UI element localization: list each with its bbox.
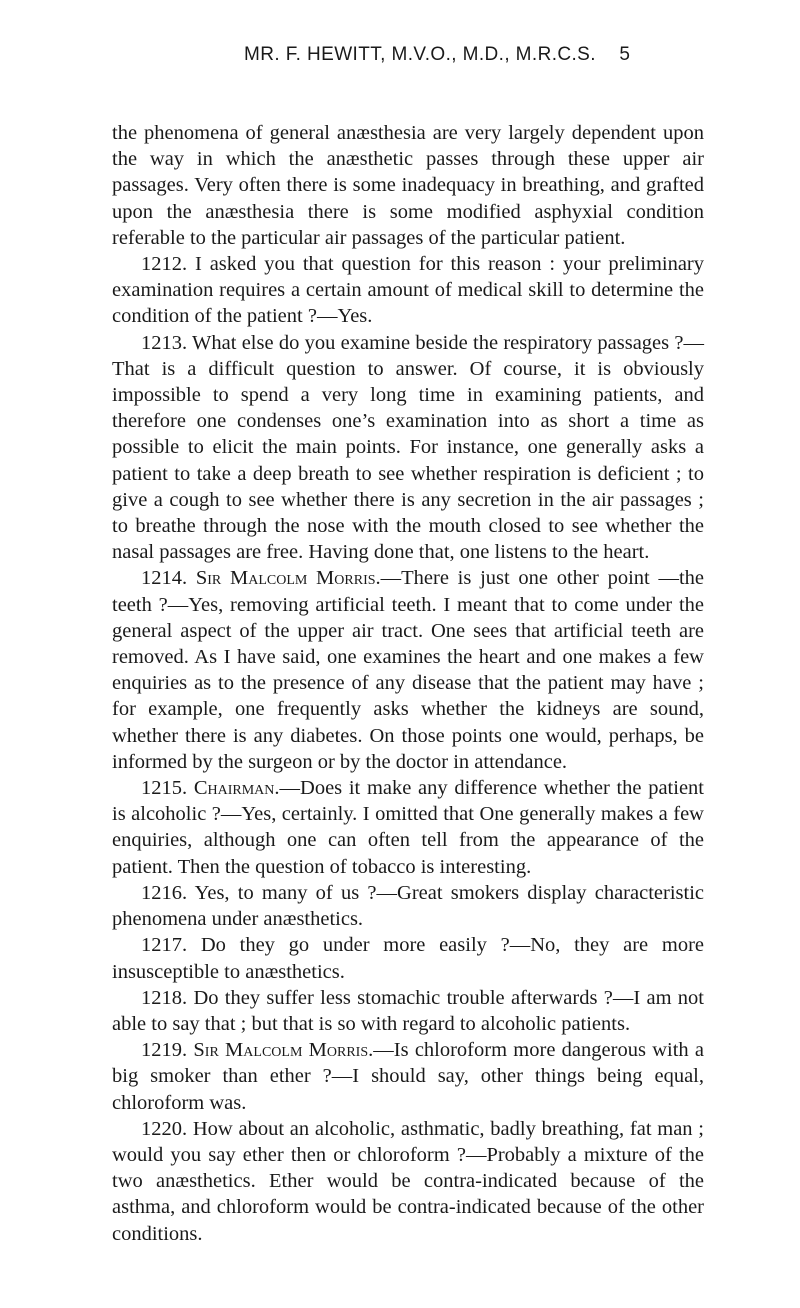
paragraph [112,1116,704,1247]
page-header [0,44,800,76]
paragraph-text: How about an alcoholic, asthmatic, badly breathing, fat man ; would you say ether then or chloroform ?—Probably a mixture of the two anæsthetics. Ether would be contra-indicated because of the asthma, and chloroform would be contra-indicated because of the other conditions. [112,1117,704,1245]
paragraph [112,565,704,775]
paragraph-text: Yes, to many of us ?—Great smokers display characteristic phenomena under anæsthetics. [112,881,704,931]
question-number: 1213. [141,331,188,354]
question-number: 1216. [141,881,188,904]
paragraph-text: —Does it make any difference whether the patient is alcoholic ?—Yes, certainly. I omitted that One generally makes a few enquiries, although one can often tell from the appearance of the patient. Then the question of tobacco is interesting. [112,777,704,878]
paragraph [112,1037,704,1116]
paragraph [112,775,704,880]
paragraph [112,120,704,251]
paragraph-text: —There is just one other point —the teeth ?—Yes, removing artificial teeth. I meant that to come under the general aspect of the upper air tract. One sees that artificial teeth are removed. As I have said, one examines the heart and one makes a few enquiries as to the presence of any disease that the patient may have ; for example, one frequently asks whether the kidneys are sound, whether there is any diabetes. On those points one would, perhaps, be informed by the surgeon or by the doctor in attendance. [112,567,704,773]
question-number: 1214. [141,567,188,590]
question-number: 1215. [141,777,188,800]
paragraph-text: What else do you examine beside the respiratory passages ?—That is a difficult question to answer. Of course, it is obviously impossible to spend a very long time in examining patients, and therefore one condenses one’s examination into as short a time as possible to elicit the main points. For instance, one generally asks a patient to take a deep breath to see whether respiration is deficient ; to give a cough to see whether there is any secretion in the air passages ; to breathe through the nose with the mouth closed to see whether the nasal passages are free. Having done that, one listens to the heart. [112,331,704,564]
page-number: 5 [619,44,630,65]
paragraph-text: Do they suffer less stomachic trouble afterwards ?—I am not able to say that ; but that is so with regard to alcoholic patients. [112,986,705,1035]
speaker-name: Sir Malcolm Morris. [193,1039,374,1062]
paragraph-text: the phenomena of general anæsthesia are very largely dependent upon the way in which the anæsthetic passes through these upper air passages. Very often there is some inadequacy in breathing, and grafted upon the anæsthesia there is some modified asphyxial condition referable to the particular air passages of the particular patient. [112,122,704,249]
question-number: 1217. [141,934,188,957]
question-number: 1218. [141,986,188,1009]
paragraph [112,985,704,1037]
paragraph [112,330,704,566]
question-number: 1219. [141,1039,188,1062]
paragraph [112,880,704,932]
paragraph-text: I asked you that question for this reason : your preliminary examination requires a certain amount of medical skill to determine the condition of the patient ?—Yes. [112,253,705,328]
body-text [112,120,704,1247]
paragraph [112,251,704,330]
question-number: 1220. [141,1117,188,1140]
paragraph-text: —Is chloroform more dangerous with a big smoker than ether ?—I should say, other things being equal, chloroform was. [112,1039,705,1114]
question-number: 1212. [141,253,188,276]
paragraph-text: Do they go under more easily ?—No, they are more insusceptible to anæsthetics. [112,934,704,983]
running-head: MR. F. HEWITT, M.V.O., M.D., M.R.C.S. [244,44,596,65]
speaker-name: Chairman. [193,777,280,800]
speaker-name: Sir Malcolm Morris. [195,567,381,590]
paragraph [112,932,704,984]
